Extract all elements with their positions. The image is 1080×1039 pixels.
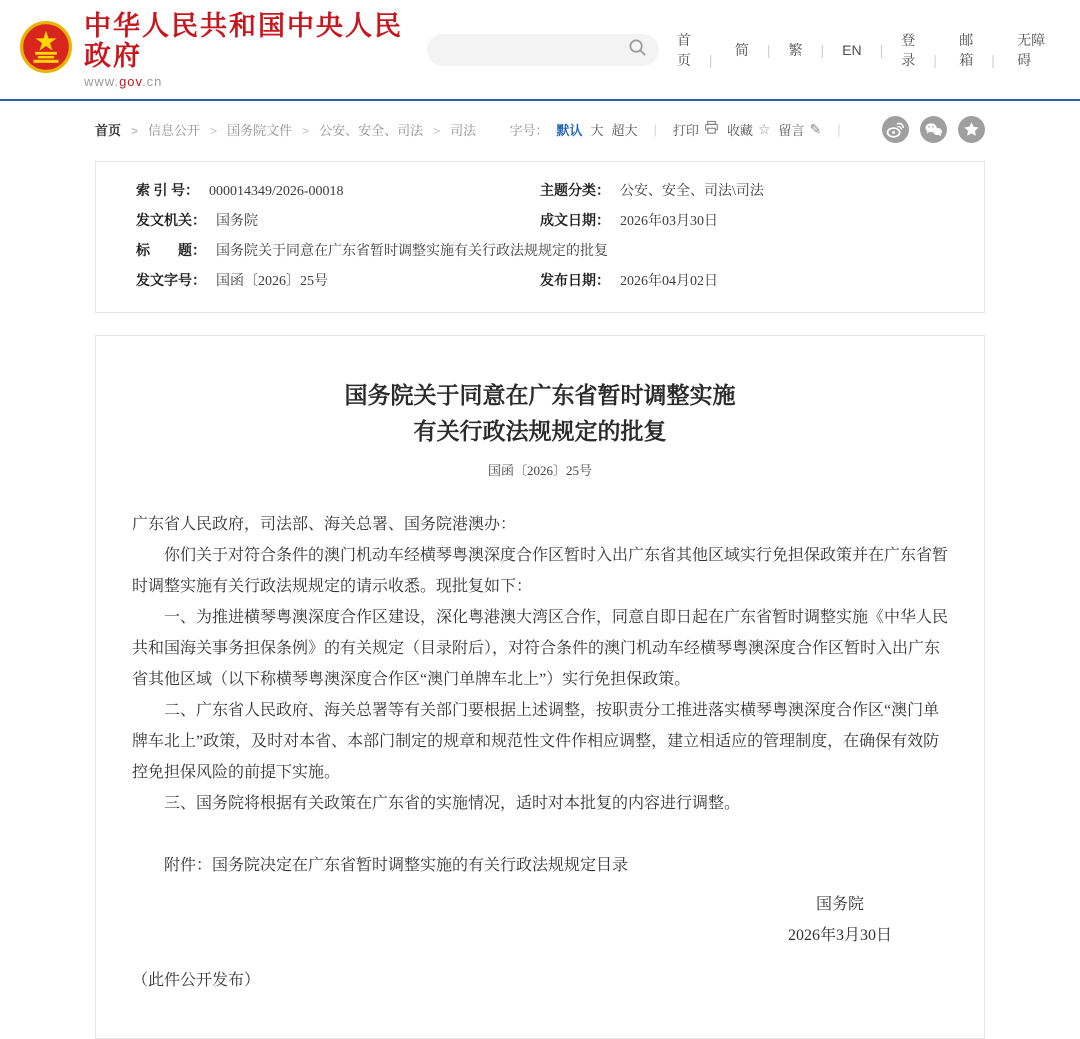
breadcrumb-category[interactable]: 公安、安全、司法 > (319, 120, 450, 139)
meta-publish-date-value: 2026年04月02日 (620, 274, 718, 289)
meta-title-label: 标 题： (136, 244, 206, 259)
paragraph-item-3: 三、国务院将根据有关政策在广东省的实施情况，适时对本批复的内容进行调整。 (164, 795, 741, 812)
favorite-button[interactable] (727, 120, 771, 139)
star-icon: ☆ (757, 120, 771, 137)
document-title-line2: 有关行政法规规定的批复 (413, 419, 667, 444)
site-title: 中华人民共和国中央人民政府 (84, 10, 403, 71)
meta-index-row (136, 177, 540, 207)
font-size-label: 字号： (509, 122, 549, 138)
comment-label: 留言 (778, 122, 805, 138)
meta-title-value: 国务院关于同意在广东省暂时调整实施有关行政法规规定的批复 (216, 244, 608, 259)
breadcrumb (95, 120, 476, 139)
meta-written-date-label: 成文日期： (540, 214, 610, 229)
meta-agency-row (136, 207, 540, 237)
meta-topic-row (540, 177, 944, 207)
wechat-share-icon[interactable] (920, 116, 947, 143)
share-icons (882, 116, 985, 143)
meta-agency-value: 国务院 (216, 214, 258, 229)
top-nav-english[interactable]: EN | (833, 42, 892, 58)
attachment-line: 附件：国务院决定在广东省暂时调整实施的有关行政法规规定目录 (164, 857, 629, 874)
meta-title-row (136, 237, 944, 267)
document-content (95, 335, 985, 1039)
meta-publish-date-row (540, 267, 944, 297)
top-nav-mail[interactable]: 邮箱 | (950, 30, 1008, 70)
paragraph-item-2: 二、广东省人民政府、海关总署等有关部门要根据上述调整，按职责分工推进落实横琴粤澳深度合作区“澳门单牌车北上”政策，及时对本省、本部门制定的规章和规范性文件作相应调整，建立相适应的管理制度，在确保有效防控免担保风险的前提下实施。 (132, 702, 940, 781)
comment-button[interactable] (779, 120, 822, 139)
meta-publish-date-label: 发布日期： (540, 274, 610, 289)
sign-date: 2026年3月30日 (787, 927, 892, 944)
top-nav-accessibility[interactable]: 无障碍 (1017, 31, 1046, 68)
document-number: 国函〔2026〕25号 (487, 463, 592, 478)
meta-agency-label: 发文机关： (136, 214, 206, 229)
meta-index-label: 索 引 号： (136, 184, 199, 199)
favorite-label: 收藏 (726, 122, 753, 138)
top-nav-home[interactable]: 首页 | (677, 30, 726, 70)
meta-doc-no-row (136, 267, 540, 297)
toolbar-row (95, 115, 985, 143)
site-header (0, 0, 1080, 101)
site-logo-link[interactable] (20, 11, 427, 89)
font-size-xlarge-button[interactable]: 超大 (611, 122, 638, 138)
meta-written-date-value: 2026年03月30日 (620, 214, 718, 229)
top-nav (677, 30, 1060, 70)
site-url-www: www. (84, 73, 120, 89)
signature-block (788, 889, 892, 951)
breadcrumb-info-disclosure[interactable]: 信息公开 > (148, 120, 227, 139)
paragraph-item-1: 一、为推进横琴粤澳深度合作区建设，深化粤港澳大湾区合作，同意自即日起在广东省暂时调整实施《中华人民共和国海关事务担保条例》的有关规定（目录附后），对符合条件的澳门机动车经横琴粤澳深度合作区暂时入出广东省其他区域（以下称横琴粤澳深度合作区“澳门单牌车北上”）实行免担保政策。 (132, 609, 949, 688)
font-size-large-button[interactable]: 大 (590, 122, 604, 138)
print-label: 打印 (672, 122, 699, 138)
font-size-default-button[interactable]: 默认 (556, 122, 583, 138)
meta-doc-no-value: 国函〔2026〕25号 (216, 274, 328, 289)
document-title (132, 378, 948, 450)
breadcrumb-state-council-docs[interactable]: 国务院文件 > (227, 120, 319, 139)
pencil-icon: ✎ (809, 120, 822, 137)
top-nav-simplified[interactable]: 简 | (726, 40, 780, 60)
printer-icon (704, 120, 719, 138)
qzone-star-share-icon[interactable] (958, 116, 985, 143)
search-box[interactable] (427, 34, 659, 66)
signer: 国务院 (815, 896, 864, 913)
meta-topic-value: 公安、安全、司法\司法 (620, 184, 764, 199)
search-icon[interactable] (628, 38, 647, 62)
site-url-gov: gov (119, 73, 143, 89)
toolbar-divider: | (837, 121, 841, 137)
document-body (132, 509, 948, 996)
public-release-note: （此件公开发布） (132, 972, 261, 989)
meta-topic-label: 主题分类： (540, 184, 610, 199)
breadcrumb-home[interactable]: 首页 > (95, 120, 148, 139)
document-title-line1: 国务院关于同意在广东省暂时调整实施 (344, 383, 736, 408)
top-nav-traditional[interactable]: 繁 | (779, 40, 833, 60)
paragraph-intro: 你们关于对符合条件的澳门机动车经横琴粤澳深度合作区暂时入出广东省其他区域实行免担保政策并在广东省暂时调整实施有关行政法规规定的请示收悉。现批复如下： (132, 547, 949, 595)
site-url (84, 74, 427, 89)
document-metadata (95, 161, 985, 313)
toolbar-divider: | (653, 121, 657, 137)
meta-doc-no-label: 发文字号： (136, 274, 206, 289)
top-nav-login[interactable]: 登录 | (892, 30, 950, 70)
weibo-share-icon[interactable] (882, 116, 909, 143)
page-tools (509, 120, 848, 139)
salutation: 广东省人民政府，司法部、海关总署、国务院港澳办： (132, 516, 517, 533)
search-input[interactable] (443, 41, 628, 59)
meta-written-date-row (540, 207, 944, 237)
national-emblem-logo (20, 21, 72, 78)
site-url-cn: .cn (142, 73, 163, 89)
print-button[interactable] (673, 120, 719, 139)
meta-index-value: 000014349/2026-00018 (209, 184, 344, 199)
breadcrumb-current: 司法 (450, 122, 477, 138)
